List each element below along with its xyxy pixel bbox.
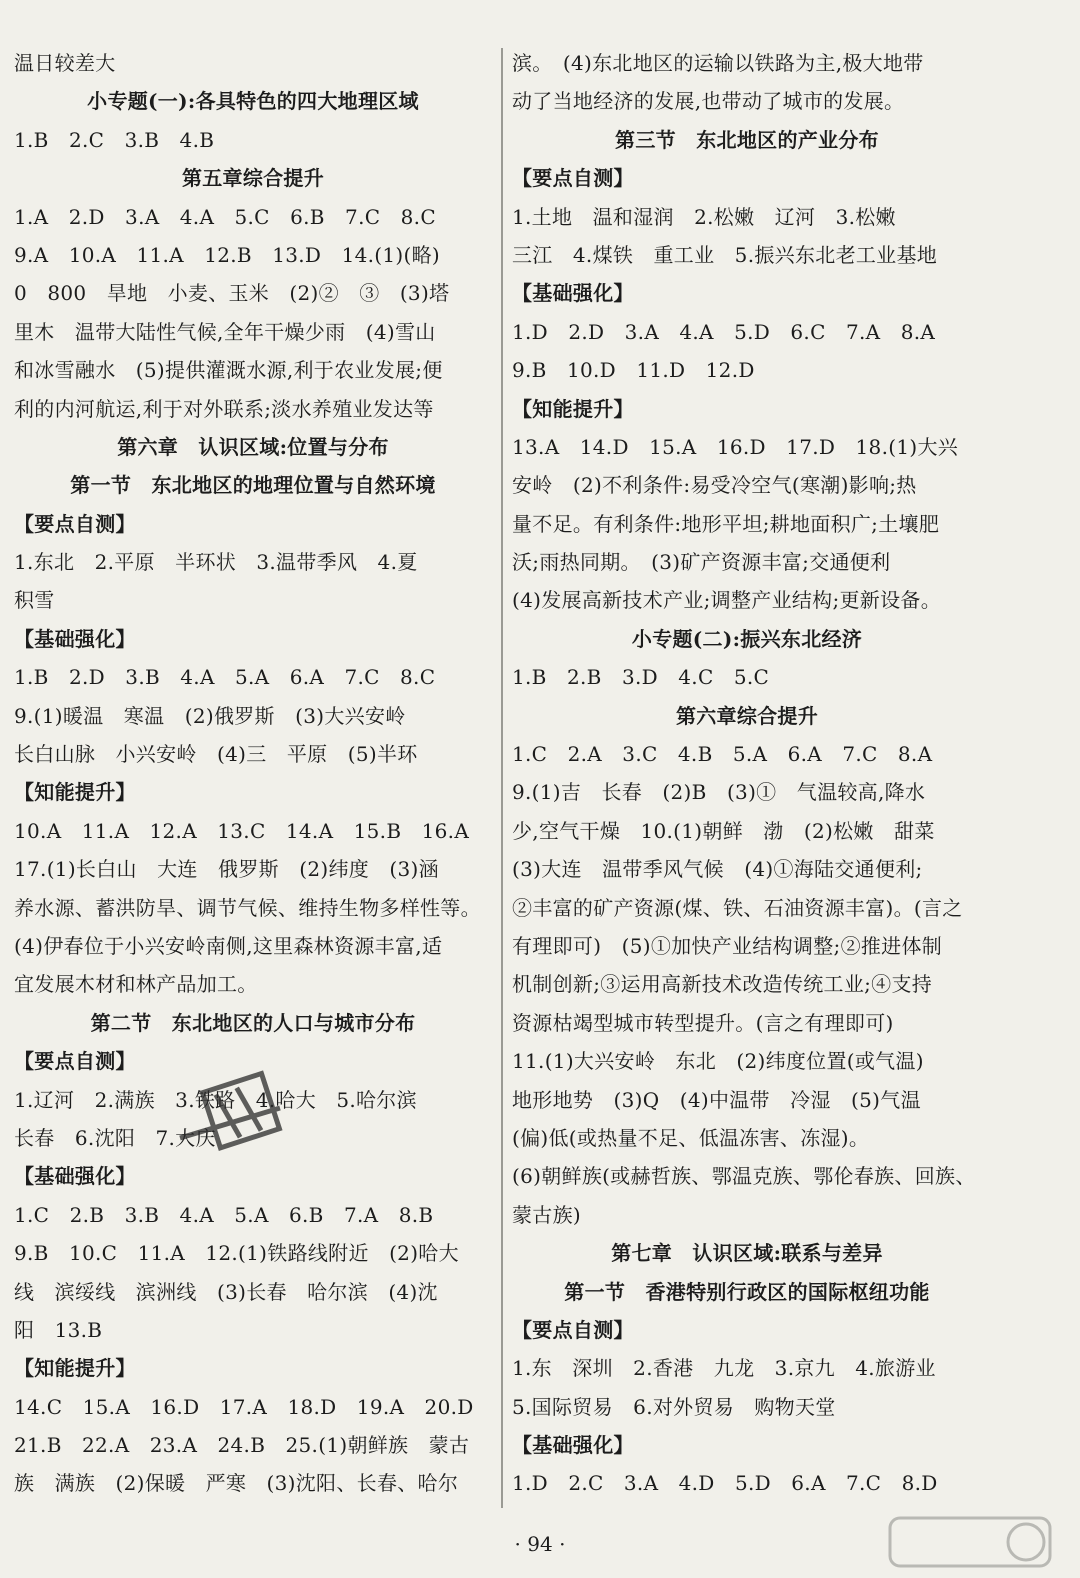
answer-line: 少,空气干燥 10.(1)朝鲜 渤 (2)松嫩 甜菜 bbox=[512, 818, 935, 843]
left-column bbox=[14, 44, 492, 1503]
answer-line: 17.(1)长白山 大连 俄罗斯 (2)纬度 (3)涵 bbox=[14, 857, 439, 882]
answer-line: 利的内河航运,利于对外联系;淡水养殖业发达等 bbox=[14, 396, 434, 421]
answer-line: 沃;雨热同期。 (3)矿产资源丰富;交通便利 bbox=[512, 550, 891, 575]
answer-line: (4)伊春位于小兴安岭南侧,这里森林资源丰富,适 bbox=[14, 933, 443, 958]
section-label: 【要点自测】 bbox=[512, 1317, 634, 1342]
page-number: · 94 · bbox=[514, 1532, 566, 1556]
answer-line: 9.B 10.C 11.A 12.(1)铁路线附近 (2)哈大 bbox=[14, 1241, 459, 1266]
section-label: 【知能提升】 bbox=[512, 396, 634, 421]
answer-line: 5.国际贸易 6.对外贸易 购物天堂 bbox=[512, 1394, 836, 1419]
answer-line: 1.B 2.B 3.D 4.C 5.C bbox=[512, 665, 770, 690]
answer-line: 14.C 15.A 16.D 17.A 18.D 19.A 20.D bbox=[14, 1394, 474, 1419]
section-heading: 小专题(一):各具特色的四大地理区域 bbox=[87, 89, 419, 114]
section-heading: 第一节 东北地区的地理位置与自然环境 bbox=[70, 473, 436, 498]
answer-line: 机制创新;③运用高新技术改造传统工业;④支持 bbox=[512, 972, 933, 997]
section-heading: 第三节 东北地区的产业分布 bbox=[615, 127, 879, 152]
answer-line: 11.(1)大兴安岭 东北 (2)纬度位置(或气温) bbox=[512, 1049, 924, 1074]
answer-line: 9.B 10.D 11.D 12.D bbox=[512, 358, 755, 383]
answer-line: (6)朝鲜族(或赫哲族、鄂温克族、鄂伦春族、回族、 bbox=[512, 1164, 976, 1189]
answer-line: 1.辽河 2.满族 3.铁路 4.哈大 5.哈尔滨 bbox=[14, 1087, 417, 1112]
answer-line: 长春 6.沈阳 7.大庆 bbox=[14, 1125, 216, 1150]
answer-line: 1.B 2.D 3.B 4.A 5.A 6.A 7.C 8.C bbox=[14, 665, 436, 690]
section-heading: 第七章 认识区域:联系与差异 bbox=[611, 1241, 883, 1266]
answer-line: 1.D 2.D 3.A 4.A 5.D 6.C 7.A 8.A bbox=[512, 319, 936, 344]
answer-line: 1.C 2.A 3.C 4.B 5.A 6.A 7.C 8.A bbox=[512, 742, 933, 767]
section-label: 【基础强化】 bbox=[14, 626, 136, 651]
answer-line: 10.A 11.A 12.A 13.C 14.A 15.B 16.A bbox=[14, 818, 470, 843]
answer-line: ②丰富的矿产资源(煤、铁、石油资源丰富)。(言之 bbox=[512, 895, 963, 920]
answer-line: 1.东北 2.平原 半环状 3.温带季风 4.夏 bbox=[14, 550, 418, 575]
section-heading: 第二节 东北地区的人口与城市分布 bbox=[90, 1010, 416, 1035]
answer-line: 9.(1)吉 长春 (2)B (3)① 气温较高,降水 bbox=[512, 780, 926, 805]
section-heading: 第一节 香港特别行政区的国际枢纽功能 bbox=[564, 1279, 930, 1304]
answer-line: 三江 4.煤铁 重工业 5.振兴东北老工业基地 bbox=[512, 242, 938, 267]
answer-line: 21.B 22.A 23.A 24.B 25.(1)朝鲜族 蒙古 bbox=[14, 1433, 470, 1458]
answer-line: (偏)低(或热量不足、低温冻害、冻湿)。 bbox=[512, 1125, 870, 1150]
answer-line: 9.(1)暖温 寒温 (2)俄罗斯 (3)大兴安岭 bbox=[14, 703, 406, 728]
answer-line: 养水源、蓄洪防旱、调节气候、维持生物多样性等。 bbox=[14, 895, 481, 920]
answer-line: 线 滨绥线 滨洲线 (3)长春 哈尔滨 (4)沈 bbox=[14, 1279, 438, 1304]
answer-line: 0 800 旱地 小麦、玉米 (2)② ③ (3)塔 bbox=[14, 281, 450, 306]
answer-line: 量不足。有利条件:地形平坦;耕地面积广;土壤肥 bbox=[512, 511, 940, 536]
answer-line: 滨。 (4)东北地区的运输以铁路为主,极大地带 bbox=[512, 51, 924, 75]
section-heading: 小专题(二):振兴东北经济 bbox=[631, 626, 863, 651]
section-label: 【知能提升】 bbox=[14, 780, 136, 805]
answer-line: (4)发展高新技术产业;调整产业结构;更新设备。 bbox=[512, 588, 942, 613]
answer-line: 阳 13.B bbox=[14, 1317, 103, 1342]
answer-line: 资源枯竭型城市转型提升。(言之有理即可) bbox=[512, 1010, 894, 1035]
answer-line: 1.C 2.B 3.B 4.A 5.A 6.B 7.A 8.B bbox=[14, 1202, 434, 1227]
section-heading: 第六章综合提升 bbox=[675, 703, 819, 728]
answer-line: 和冰雪融水 (5)提供灌溉水源,利于农业发展;便 bbox=[14, 358, 443, 383]
stamp-logo bbox=[170, 1068, 290, 1178]
answer-line: 蒙古族) bbox=[512, 1202, 582, 1227]
section-label: 【基础强化】 bbox=[512, 1433, 634, 1458]
section-label: 【要点自测】 bbox=[14, 511, 136, 536]
answer-line: 13.A 14.D 15.A 16.D 17.D 18.(1)大兴 bbox=[512, 434, 959, 459]
answer-line: 1.A 2.D 3.A 4.A 5.C 6.B 7.C 8.C bbox=[14, 204, 436, 229]
answer-line: 动了当地经济的发展,也带动了城市的发展。 bbox=[512, 89, 905, 114]
answer-line: 9.A 10.A 11.A 12.B 13.D 14.(1)(略) bbox=[14, 242, 441, 267]
answer-line: 积雪 bbox=[14, 588, 55, 613]
answer-line: 地形地势 (3)Q (4)中温带 冷湿 (5)气温 bbox=[512, 1087, 921, 1112]
answer-line: 安岭 (2)不利条件:易受冷空气(寒潮)影响;热 bbox=[512, 473, 917, 498]
section-heading: 第五章综合提升 bbox=[181, 166, 325, 191]
answer-line: 有理即可) (5)①加快产业结构调整;②推进体制 bbox=[512, 933, 943, 958]
section-label: 【基础强化】 bbox=[14, 1164, 136, 1189]
section-label: 【要点自测】 bbox=[512, 166, 634, 191]
answer-line: 温日较差大 bbox=[14, 51, 116, 75]
section-heading: 第六章 认识区域:位置与分布 bbox=[117, 434, 389, 459]
section-label: 【基础强化】 bbox=[512, 281, 634, 306]
answer-line: 宜发展木材和林产品加工。 bbox=[14, 972, 258, 997]
answer-line: 1.D 2.C 3.A 4.D 5.D 6.A 7.C 8.D bbox=[512, 1471, 938, 1496]
answer-line: 1.土地 温和湿润 2.松嫩 辽河 3.松嫩 bbox=[512, 204, 896, 229]
section-label: 【要点自测】 bbox=[14, 1049, 136, 1074]
answer-line: 族 满族 (2)保暖 严寒 (3)沈阳、长春、哈尔 bbox=[14, 1471, 459, 1496]
answer-line: 1.东 深圳 2.香港 九龙 3.京九 4.旅游业 bbox=[512, 1356, 936, 1381]
answer-line: 里木 温带大陆性气候,全年干燥少雨 (4)雪山 bbox=[14, 319, 436, 344]
column-divider bbox=[501, 48, 503, 1508]
answer-line: 1.B 2.C 3.B 4.B bbox=[14, 127, 215, 152]
answer-line: 长白山脉 小兴安岭 (4)三 平原 (5)半环 bbox=[14, 742, 418, 767]
answer-line: (3)大连 温带季风气候 (4)①海陆交通便利; bbox=[512, 857, 923, 882]
section-label: 【知能提升】 bbox=[14, 1356, 136, 1381]
right-column bbox=[512, 44, 982, 1503]
